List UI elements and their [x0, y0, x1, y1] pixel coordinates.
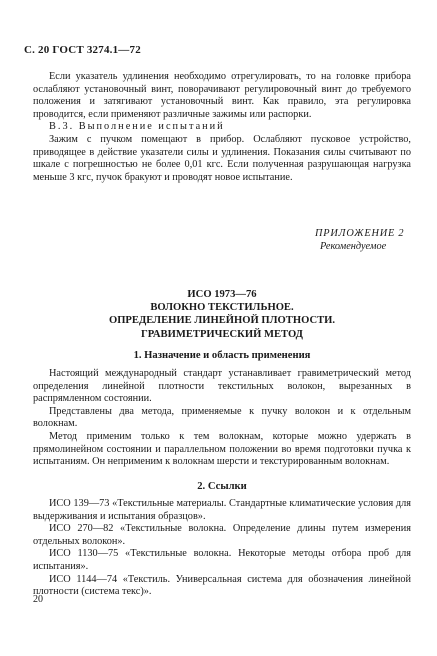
section-1-paragraph-1: Настоящий международный стандарт устанавливает гравиметрический метод определения линейной плотности текстильных волокон, вырезанных в распрямленном состоянии. [33, 368, 411, 405]
appendix-label [315, 227, 404, 253]
appendix-note: Рекомендуемое [320, 241, 387, 252]
page-header: С. 20 ГОСТ 3274.1—72 [24, 44, 141, 56]
section-2-heading: 2. Ссылки [197, 481, 247, 492]
section-1-heading: 1. Назначение и область применения [133, 350, 311, 361]
section-1-paragraph-2: Представлены два метода, применяемые к пучку волокон и к отдельным волокнам. [33, 405, 411, 430]
subsection-heading-b3: В.3. Выполнение испытаний [49, 121, 225, 133]
section-1-paragraph-3: Метод применим только к тем волокнам, которые можно удержать в прямолинейном состоянии и параллельном положении во время подготовки пучка к испытаниям. Он неприменим к волокнам шерсти и текстурированным волокнам. [33, 430, 411, 468]
paragraph-procedure: Зажим с пучком помещают в прибор. Ослабляют пусковое устройство, приводящее в действие указатели силы и удлинения. Показания силы считывают по шкале с погрешностью не более 0,01 кгс. Если полученная разрушающая нагрузка меньше 3 кгс, пучок бракуют и проводят новое испытание. [33, 133, 411, 183]
reference-iso-1144: ИСО 1144—74 «Текстиль. Универсальная система для обозначения линейной плотности (система текс)». [33, 573, 411, 598]
reference-iso-1130: ИСО 1130—75 «Текстильные волокна. Некоторые методы отбора проб для испытания». [33, 548, 411, 572]
title-line-3: ОПРЕДЕЛЕНИЕ ЛИНЕЙНОЙ ПЛОТНОСТИ. [108, 315, 336, 327]
title-line-4: ГРАВИМЕТРИЧЕСКИЙ МЕТОД [141, 328, 303, 340]
section-2-body [33, 498, 411, 599]
appendix-title: ПРИЛОЖЕНИЕ 2 [315, 228, 405, 239]
title-line-1: ИСО 1973—76 [187, 289, 257, 300]
section-1-body [33, 368, 411, 469]
reference-iso-139: ИСО 139—73 «Текстильные материалы. Стандартные климатические условия для выдерживания и испытания образцов». [33, 498, 411, 522]
reference-iso-270: ИСО 270—82 «Текстильные волокна. Определение длины путем измерения отдельных волокон». [33, 523, 411, 547]
page-number: 20 [33, 594, 43, 605]
title-line-2: ВОЛОКНО ТЕКСТИЛЬНОЕ. [150, 302, 294, 314]
top-text-block [33, 71, 411, 184]
standard-title [33, 288, 411, 341]
paragraph-adjustment: Если указатель удлинения необходимо отрегулировать, то на головке прибора ослабляют установочный винт, поворачивают регулировочный винт до требуемого положения и затягивают установочный винт. Как правило, эта регулировка проводится, если применяют различные зажимы или распорки. [33, 71, 411, 120]
